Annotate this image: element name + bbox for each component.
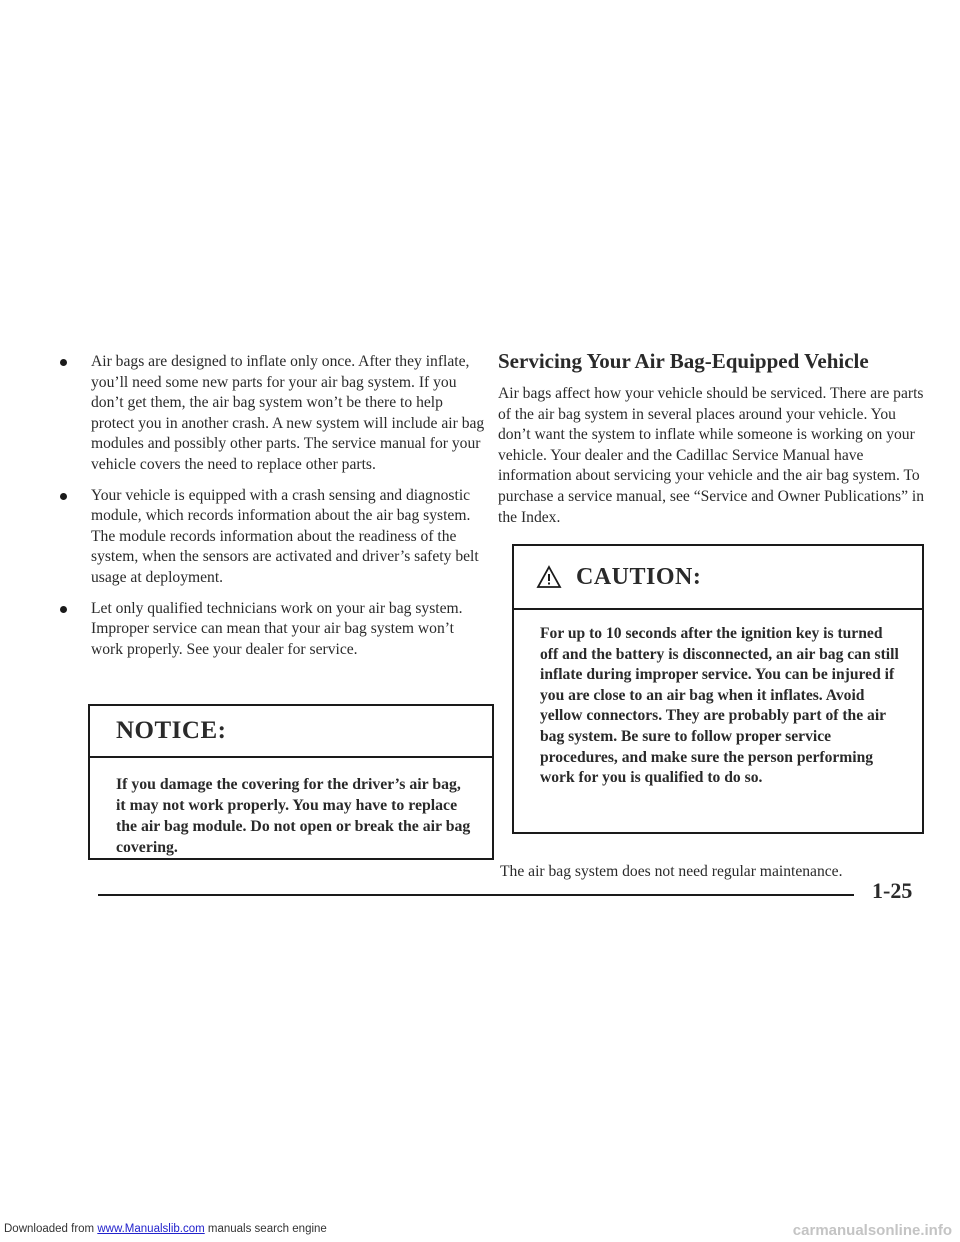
download-banner: [4, 1223, 327, 1235]
page-number: 1-25: [872, 878, 913, 903]
footer-rule: [98, 894, 854, 896]
manualslib-link[interactable]: www.Manualslib.com: [97, 1223, 205, 1235]
warning-triangle-icon: [536, 565, 562, 589]
caution-title: CAUTION:: [576, 563, 702, 590]
section-paragraph: Air bags affect how your vehicle should be serviced. There are parts of the air bag system in several places around your vehicle. You don’t want the system to inflate while someone is working on your vehicle. Your dealer and the Cadillac Service Manual have information about servicing your vehicle and the air bag system. To purchase a service manual, see “Service and Owner Publications” in the Index.: [498, 385, 925, 526]
bullet-list: [58, 352, 488, 660]
download-suffix: manuals search engine: [204, 1223, 327, 1235]
left-column: [58, 352, 488, 670]
notice-header: [90, 706, 492, 758]
bullet-text: Let only qualified technicians work on your air bag system. Improper service can mean that your air bag system won’t work properly. See your dealer for service.: [91, 599, 463, 658]
bullet-text: Air bags are designed to inflate only once. After they inflate, you’ll need some new parts for your air bag system. If you don’t get them, the air bag system won’t be there to help protect you in another crash. A new system will include air bag modules and possibly other parts. The service manual for your vehicle covers the need to replace other parts.: [91, 353, 485, 473]
notice-box: [88, 704, 494, 860]
notice-title: NOTICE:: [116, 717, 227, 744]
notice-text: If you damage the covering for the driver’s air bag, it may not work properly. You may have to replace the air bag module. Do not open or break the air bag covering.: [116, 776, 471, 856]
list-item: [58, 486, 488, 589]
caution-header: [514, 546, 922, 610]
bullet-dot-icon: [60, 493, 67, 500]
bullet-dot-icon: [60, 359, 67, 366]
download-prefix: Downloaded from: [4, 1223, 98, 1235]
bullet-text: Your vehicle is equipped with a crash sensing and diagnostic module, which records information about the air bag system. The module records information about the readiness of the system, when the sensors are activated and driver’s safety belt usage at deployment.: [91, 486, 479, 586]
watermark-logo: carmanualsonline.info: [792, 1222, 952, 1239]
right-column: [498, 348, 928, 528]
caution-box: [512, 544, 924, 834]
bullet-dot-icon: [60, 606, 67, 613]
list-item: [58, 599, 488, 661]
caution-text: For up to 10 seconds after the ignition key is turned off and the battery is disconnected, an air bag can still inflate during improper service. You can be injured if you are close to an air bag when it inflates. Avoid yellow connectors. They are probably part of the air bag system. Be sure to follow proper service procedures, and make sure the person performing work for you is qualified to do so.: [540, 625, 899, 787]
list-item: [58, 352, 488, 476]
section-title: Servicing Your Air Bag-Equipped Vehicle: [498, 349, 869, 373]
maintenance-note: The air bag system does not need regular maintenance.: [500, 863, 843, 880]
